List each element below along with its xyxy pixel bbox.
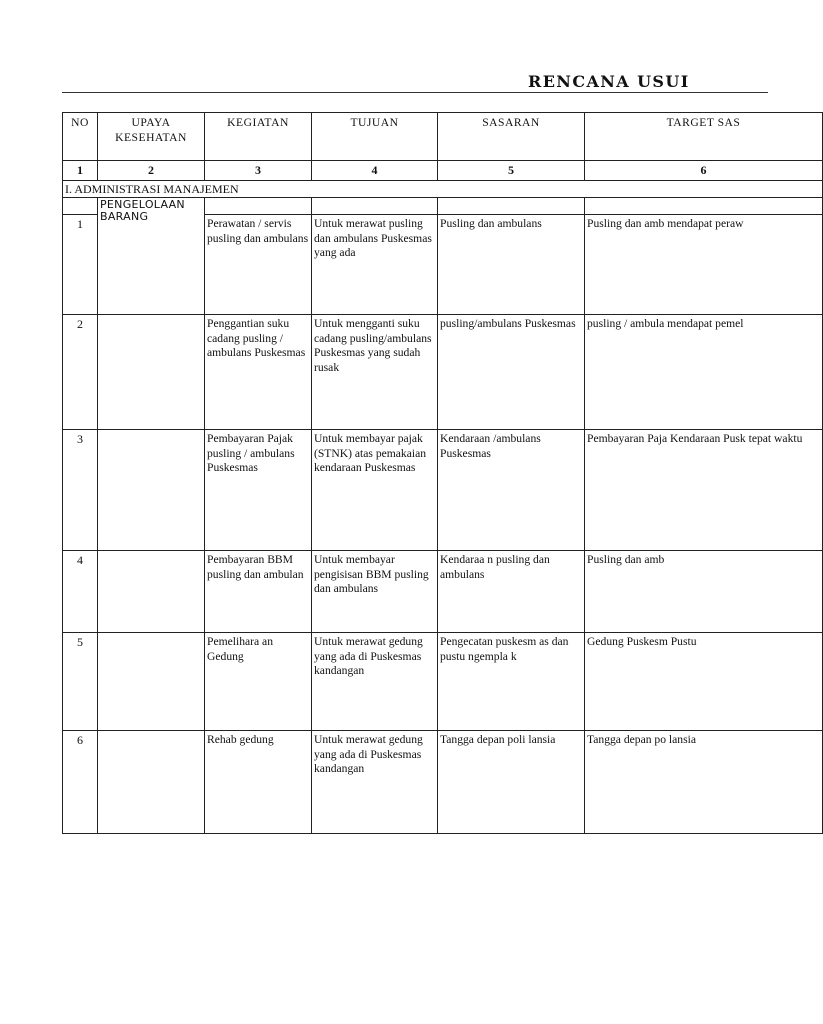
colnum-1: 1 xyxy=(63,161,98,181)
row-kegiatan: Pembayaran Pajak pusling / ambulans Puskesmas xyxy=(205,430,312,551)
row-upaya xyxy=(98,315,205,430)
row-tujuan: Untuk mengganti suku cadang pusling/ambulans Puskesmas yang sudah rusak xyxy=(312,315,438,430)
header-sasaran: SASARAN xyxy=(438,113,585,161)
row-kegiatan: Rehab gedung xyxy=(205,731,312,834)
row-sasaran: Pengecatan puskesm as dan pustu ngempla k xyxy=(438,633,585,731)
colnum-6: 6 xyxy=(585,161,823,181)
row-tujuan: Untuk membayar pajak (STNK) atas pemakaian kendaraan Puskesmas xyxy=(312,430,438,551)
row-tujuan: Untuk merawat pusling dan ambulans Puskesmas yang ada xyxy=(312,215,438,315)
header-no: NO xyxy=(63,113,98,161)
row-kegiatan: Pembayaran BBM pusling dan ambulan xyxy=(205,551,312,633)
table-row xyxy=(63,315,823,430)
row-upaya xyxy=(98,430,205,551)
row-upaya xyxy=(98,731,205,834)
row-no: 4 xyxy=(63,551,98,633)
row-sasaran: pusling/ambulans Puskesmas xyxy=(438,315,585,430)
row-no: 3 xyxy=(63,430,98,551)
row-tujuan: Untuk merawat gedung yang ada di Puskesmas kandangan xyxy=(312,731,438,834)
row-sasaran: Pusling dan ambulans xyxy=(438,215,585,315)
colnum-5: 5 xyxy=(438,161,585,181)
spacer-row xyxy=(63,198,823,215)
row-no: 2 xyxy=(63,315,98,430)
row-upaya xyxy=(98,551,205,633)
header-target: TARGET SAS xyxy=(585,113,823,161)
row-sasaran: Kendaraa n pusling dan ambulans xyxy=(438,551,585,633)
row-kegiatan: Pemelihara an Gedung xyxy=(205,633,312,731)
section-title: I. ADMINISTRASI MANAJEMEN xyxy=(63,180,823,198)
table-row xyxy=(63,633,823,731)
row-kegiatan: Penggantian suku cadang pusling / ambulans Puskesmas xyxy=(205,315,312,430)
row-tujuan: Untuk membayar pengisisan BBM pusling dan ambulans xyxy=(312,551,438,633)
row-kegiatan: Perawatan / servis pusling dan ambulans xyxy=(205,215,312,315)
colnum-2: 2 xyxy=(98,161,205,181)
row-upaya xyxy=(98,633,205,731)
header-upaya: UPAYA KESEHATAN xyxy=(98,113,205,161)
title-underline xyxy=(62,92,768,93)
row-sasaran: Tangga depan poli lansia xyxy=(438,731,585,834)
header-row xyxy=(63,113,823,161)
colnum-3: 3 xyxy=(205,161,312,181)
plan-table xyxy=(62,112,823,834)
header-kegiatan: KEGIATAN xyxy=(205,113,312,161)
row-no: 6 xyxy=(63,731,98,834)
row-target: Gedung Puskesm Pustu xyxy=(585,633,823,731)
row-sasaran: Kendaraan /ambulans Puskesmas xyxy=(438,430,585,551)
subsection-label: PENGELOLAAN BARANG xyxy=(98,198,205,315)
table-row xyxy=(63,430,823,551)
row-tujuan: Untuk merawat gedung yang ada di Puskesmas kandangan xyxy=(312,633,438,731)
document-title: RENCANA USUI xyxy=(528,72,690,91)
row-target: Pusling dan amb mendapat peraw xyxy=(585,215,823,315)
row-no: 1 xyxy=(63,215,98,315)
header-tujuan: TUJUAN xyxy=(312,113,438,161)
column-number-row xyxy=(63,161,823,181)
table-row xyxy=(63,551,823,633)
section-row xyxy=(63,180,823,198)
row-target: Pusling dan amb xyxy=(585,551,823,633)
row-no: 5 xyxy=(63,633,98,731)
table-row xyxy=(63,731,823,834)
table-container xyxy=(62,112,803,872)
row-target: Pembayaran Paja Kendaraan Pusk tepat waktu xyxy=(585,430,823,551)
row-target: Tangga depan po lansia xyxy=(585,731,823,834)
colnum-4: 4 xyxy=(312,161,438,181)
row-target: pusling / ambula mendapat pemel xyxy=(585,315,823,430)
